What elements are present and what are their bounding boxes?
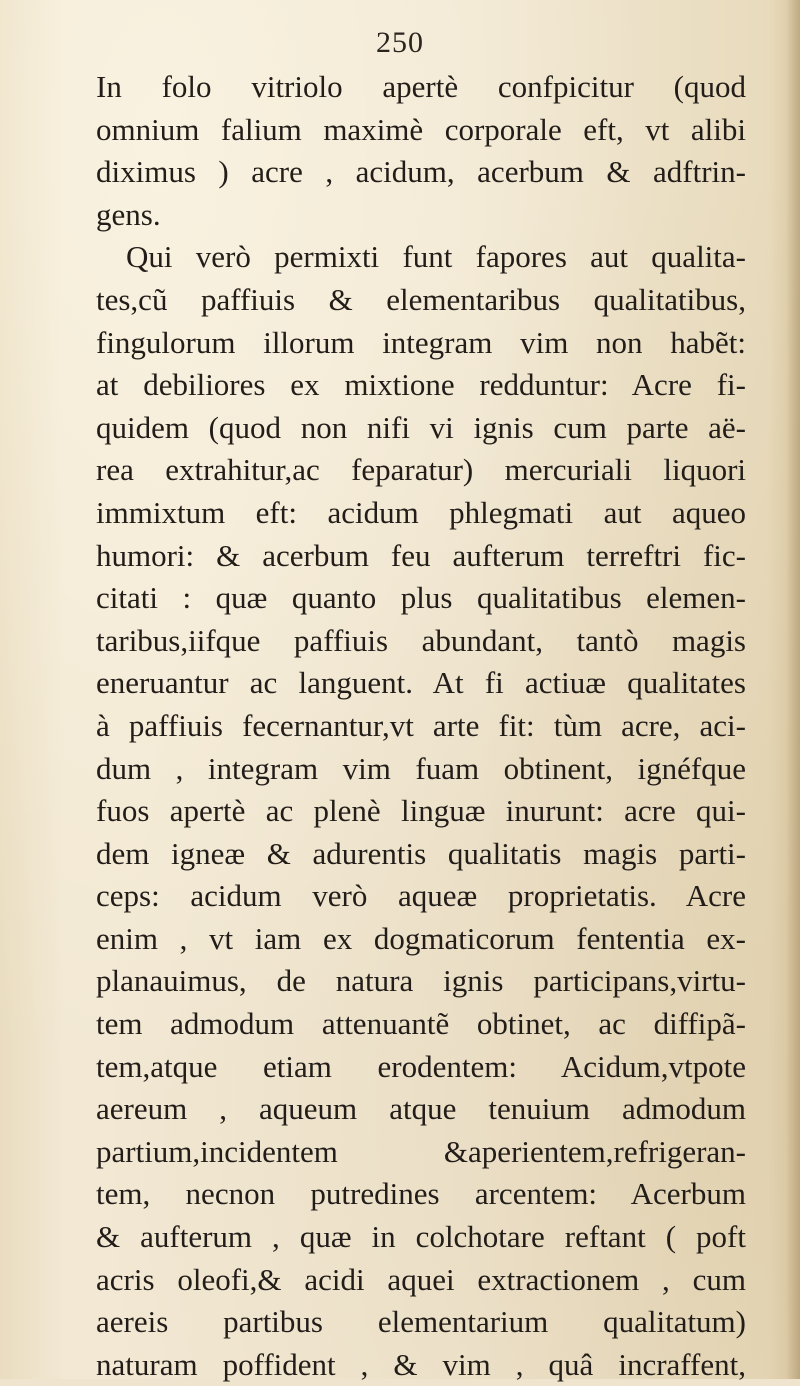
text-line: à paffiuis fecernantur,vt arte fit: tùm acre, aci- bbox=[96, 707, 746, 743]
text-line: immixtum eft: acidum phlegmati aut aqueo bbox=[96, 494, 746, 530]
text-line: acris oleofi,& acidi aquei extractionem , cum bbox=[96, 1261, 746, 1297]
text-line: planauimus, de natura ignis participans,virtu- bbox=[96, 963, 746, 999]
text-line: tes,cũ paffiuis & elementaribus qualitatibus, bbox=[96, 281, 746, 317]
text-line: Qui verò permixti funt fapores aut qualita- bbox=[126, 239, 746, 275]
text-line: partium,incidentem &aperientem,refrigeran- bbox=[96, 1133, 746, 1169]
text-line: at debiliores ex mixtione redduntur: Acre fi- bbox=[96, 367, 746, 403]
text-line: naturam poffident , & vim , quâ incraffent, bbox=[96, 1346, 746, 1382]
text-line: eneruantur ac languent. At fi actiuæ qualitates bbox=[96, 665, 746, 701]
text-line: tem, necnon putredines arcentem: Acerbum bbox=[96, 1176, 746, 1212]
text-line: ceps: acidum verò aqueæ proprietatis. Acre bbox=[96, 878, 746, 914]
text-line: dem igneæ & adurentis qualitatis magis parti- bbox=[96, 835, 746, 871]
text-line: & aufterum , quæ in colchotare reftant ( poft bbox=[96, 1219, 746, 1255]
text-line: quidem (quod non nifi vi ignis cum parte aë- bbox=[96, 409, 746, 445]
text-line: diximus ) acre , acidum, acerbum & adftrin- bbox=[96, 154, 746, 190]
text-line: tem,atque etiam erodentem: Acidum,vtpote bbox=[96, 1048, 746, 1084]
text-line: taribus,iifque paffiuis abundant, tantò magis bbox=[96, 622, 746, 658]
text-line: citati : quæ quanto plus qualitatibus elemen- bbox=[96, 580, 746, 616]
text-line: rea extrahitur,ac feparatur) mercuriali liquori bbox=[96, 452, 746, 488]
text-line: gens. bbox=[96, 196, 161, 232]
text-line: In folo vitriolo apertè confpicitur (quod bbox=[96, 69, 746, 104]
text-line: fingulorum illorum integram vim non habẽt: bbox=[96, 324, 746, 360]
page-edge-shadow bbox=[786, 0, 800, 1379]
text-line: enim , vt iam ex dogmaticorum fententia ex- bbox=[96, 920, 746, 956]
text-line: dum , integram vim fuam obtinent, ignéfque bbox=[96, 750, 746, 786]
page-number: 250 bbox=[376, 26, 424, 59]
text-line: aereum , aqueum atque tenuium admodum bbox=[96, 1091, 746, 1127]
text-line: humori: & acerbum feu aufterum terreftri fic- bbox=[96, 537, 746, 573]
text-line: aereis partibus elementarium qualitatum) bbox=[96, 1304, 746, 1340]
text-line: tem admodum attenuantẽ obtinet, ac diffipã- bbox=[96, 1006, 746, 1042]
text-line: omnium falium maximè corporale eft, vt alibi bbox=[96, 111, 746, 147]
text-line: fuos apertè ac plenè linguæ inurunt: acre qui- bbox=[96, 793, 746, 829]
body-text bbox=[96, 66, 746, 1386]
